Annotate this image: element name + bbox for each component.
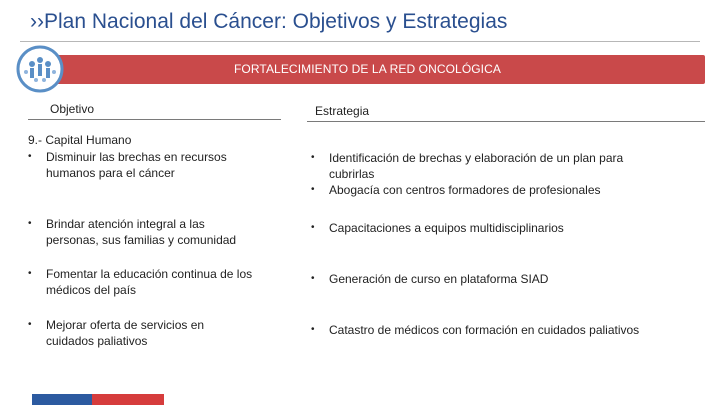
banner-label: FORTALECIMIENTO DE LA RED ONCOLÓGICA [234, 62, 501, 76]
section-banner [30, 55, 705, 84]
title-divider [20, 41, 700, 42]
footer-bar-blue [32, 394, 92, 405]
bullet: • [311, 152, 315, 163]
bullet: • [311, 324, 315, 335]
section-title: 9.- Capital Humano [28, 133, 132, 147]
people-network-icon [12, 44, 68, 94]
objetivo-text: humanos para el cáncer [46, 166, 175, 180]
estrategia-item [311, 322, 711, 338]
estrategia-text: cubrirlas [329, 167, 375, 181]
objetivo-text: médicos del país [46, 283, 137, 297]
estrategia-text: Generación de curso en plataforma SIAD [329, 272, 549, 286]
bullet: • [311, 273, 315, 284]
bullet: • [311, 222, 315, 233]
objetivo-item [28, 216, 288, 248]
objetivo-item [28, 266, 288, 298]
estrategia-item [311, 220, 711, 236]
estrategia-text: Identificación de brechas y elaboración de un plan para [329, 151, 624, 165]
objetivo-item [28, 149, 288, 181]
estrategia-text: Capacitaciones a equipos multidisciplinarios [329, 221, 564, 235]
objetivo-item [28, 317, 288, 349]
column-rule-left [28, 119, 281, 120]
objetivo-text: Brindar atención integral a las [46, 217, 205, 231]
objetivo-text: cuidados paliativos [46, 334, 148, 348]
estrategia-text: Catastro de médicos con formación en cuidados paliativos [329, 323, 640, 337]
column-header-estrategia: Estrategia [315, 104, 370, 118]
bullet: • [28, 319, 32, 330]
objetivo-text: Disminuir las brechas en recursos [46, 150, 227, 164]
objetivo-text: Mejorar oferta de servicios en [46, 318, 205, 332]
column-rule-right [307, 121, 705, 122]
column-header-objetivo: Objetivo [50, 102, 95, 116]
objetivo-text: personas, sus familias y comunidad [46, 233, 237, 247]
estrategia-item [311, 150, 711, 198]
objetivo-text: Fomentar la educación continua de los [46, 267, 253, 281]
bullet: • [28, 151, 32, 162]
bullet: • [28, 218, 32, 229]
page-title: ››Plan Nacional del Cáncer: Objetivos y Estrategias [30, 10, 508, 33]
estrategia-item [311, 271, 711, 287]
estrategia-text: Abogacía con centros formadores de profesionales [329, 183, 601, 197]
bullet: • [311, 184, 315, 195]
footer-bar-red [92, 394, 164, 405]
bullet: • [28, 268, 32, 279]
